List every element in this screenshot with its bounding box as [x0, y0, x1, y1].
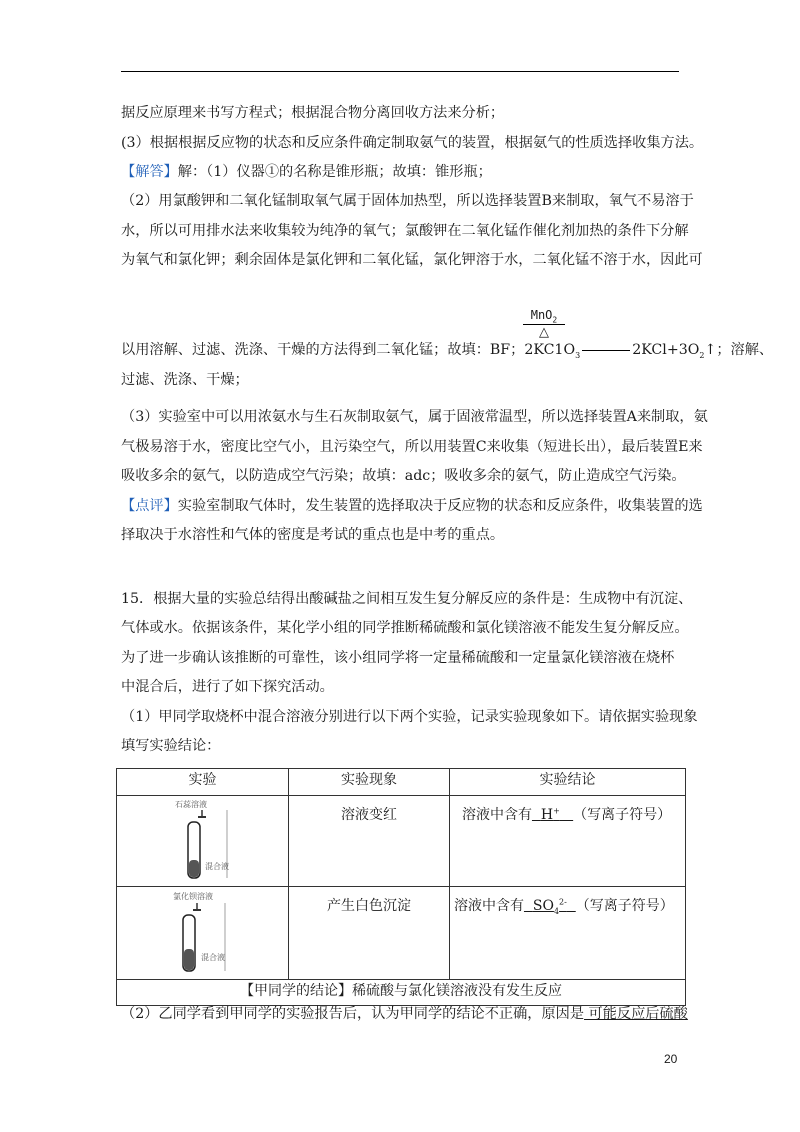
table-row	[117, 887, 686, 980]
answer-blank: 可能反应后硫酸	[584, 1006, 688, 1022]
answer-blank	[524, 898, 576, 914]
question-line: 填写实验结论：	[121, 738, 221, 754]
test-tube-diagram	[117, 887, 288, 975]
text-line: 择取决于水溶性和气体的密度是考试的重点也是中考的重点。	[121, 527, 505, 543]
reaction-condition	[523, 308, 565, 340]
ion-subscript: 4	[553, 906, 560, 916]
catalyst-label: MnO	[530, 308, 553, 322]
text-span: （写离子符号）	[573, 807, 672, 823]
reagent-label: 氯化钡溶液	[173, 892, 213, 901]
text-line: 气极易溶于水，密度比空气小，且污染空气，所以用装置C来收集（短进长出），最后装置E来	[121, 439, 703, 455]
question-line: （1）甲同学取烧杯中混合溶液分别进行以下两个实验，记录实验现象如下。请依据实验现象	[121, 709, 698, 725]
text-span: ↑；溶解、	[704, 342, 774, 358]
text-span: 以用溶解、过滤、洗涤、干燥的方法得到二氧化锰；故填：BF；2KC1O	[121, 342, 576, 358]
phenomenon-cell	[289, 887, 450, 980]
question-line: 为了进一步确认该推断的可靠性，该小组同学将一定量稀硫酸和一定量氯化镁溶液在烧杯	[121, 650, 675, 666]
comment-line	[121, 496, 703, 516]
table-header-row	[117, 769, 686, 796]
answer-line	[121, 162, 492, 182]
heat-symbol: △	[539, 325, 549, 341]
conclusion-text	[450, 887, 685, 916]
text-line: (3）根据根据反应物的状态和反应条件确定制取氨气的装置，根据氨气的性质选择收集方法。	[121, 135, 704, 151]
test-tube-cell	[117, 796, 289, 887]
comment-tag: 【点评】	[121, 498, 178, 514]
experiment-table	[116, 768, 686, 1006]
conclusion-cell	[449, 796, 685, 887]
conclusion-text	[450, 796, 685, 824]
text-line: 过滤、洗涤、干燥；	[121, 372, 249, 388]
text-span: （写离子符号）	[575, 898, 674, 914]
text-span: （2）乙同学看到甲同学的实验报告后，认为甲同学的结论不正确，原因是	[121, 1006, 585, 1022]
conclusion-cell	[449, 887, 685, 980]
ion-charge: 2-	[559, 897, 567, 907]
table-row	[117, 796, 686, 887]
header-cell: 实验	[117, 769, 289, 796]
test-tube-cell	[117, 887, 289, 980]
ion-charge: +	[553, 806, 560, 816]
answer-tag: 【解答】	[121, 164, 178, 180]
liquid-fill	[189, 860, 199, 877]
header-cell: 实验现象	[289, 769, 450, 796]
mixture-label: 混合液	[205, 862, 229, 871]
ion-symbol: SO	[532, 898, 554, 914]
header-cell: 实验结论	[449, 769, 685, 796]
text-span: 实验室制取气体时，发生装置的选择取决于反应物的状态和反应条件，收集装置的选	[177, 498, 703, 514]
text-line: 水，所以可用排水法来收集较为纯净的氧气；氯酸钾在二氧化锰作催化剂加热的条件下分解	[121, 223, 689, 239]
text-span: 解：（1）仪器①的名称是锥形瓶；故填：锥形瓶；	[177, 164, 492, 180]
page-number: 20	[664, 1052, 678, 1066]
equation-line	[121, 340, 773, 366]
text-span: 2KCl+3O	[632, 342, 700, 358]
text-line: （3）实验室中可以用浓氨水与生石灰制取氨气，属于固液常温型，所以选择装置A来制取，氨	[121, 409, 708, 425]
conclusion-summary: 【甲同学的结论】稀硫酸与氯化镁溶液没有发生反应	[117, 980, 686, 1006]
subscript: 3	[575, 350, 581, 360]
ion-symbol: H	[540, 807, 554, 823]
liquid-fill	[184, 949, 194, 970]
header-rule	[121, 71, 679, 72]
question-line	[121, 1004, 688, 1024]
reaction-arrow-line	[582, 350, 630, 351]
text-line: 据反应原理来书写方程式；根据混合物分离回收方法来分析；	[121, 105, 505, 121]
text-line: （2）用氯酸钾和二氧化锰制取氧气属于固体加热型，所以选择装置B来制取，氧气不易溶于	[121, 193, 694, 209]
reagent-label: 石蕊溶液	[175, 800, 207, 809]
question-line: 气体或水。依据该条件，某化学小组的同学推断稀硫酸和氯化镁溶液不能发生复分解反应。	[121, 620, 689, 636]
phenomenon-text: 产生白色沉淀	[326, 898, 411, 914]
phenomenon-cell	[289, 796, 450, 887]
conclusion-row	[117, 980, 686, 1006]
mixture-label: 混合液	[201, 953, 225, 962]
catalyst-sub: 2	[552, 315, 558, 325]
text-span: 溶液中含有	[453, 898, 524, 914]
text-span: 溶液中含有	[461, 807, 532, 823]
text-line: 为氧气和氯化钾；剩余固体是氯化钾和二氧化锰，氯化钾溶于水，二氧化锰不溶于水，因此可	[121, 252, 703, 268]
phenomenon-text: 溶液变红	[340, 807, 397, 823]
question-line: 中混合后，进行了如下探究活动。	[121, 679, 334, 695]
test-tube-diagram	[117, 796, 288, 882]
subscript: 2	[699, 350, 705, 360]
question-line: 15．根据大量的实验总结得出酸碱盐之间相互发生复分解反应的条件是：生成物中有沉淀、	[121, 591, 693, 607]
answer-blank	[532, 807, 573, 823]
text-line: 吸收多余的氨气，以防造成空气污染；故填：adc；吸收多余的氨气，防止造成空气污染。	[121, 468, 686, 484]
